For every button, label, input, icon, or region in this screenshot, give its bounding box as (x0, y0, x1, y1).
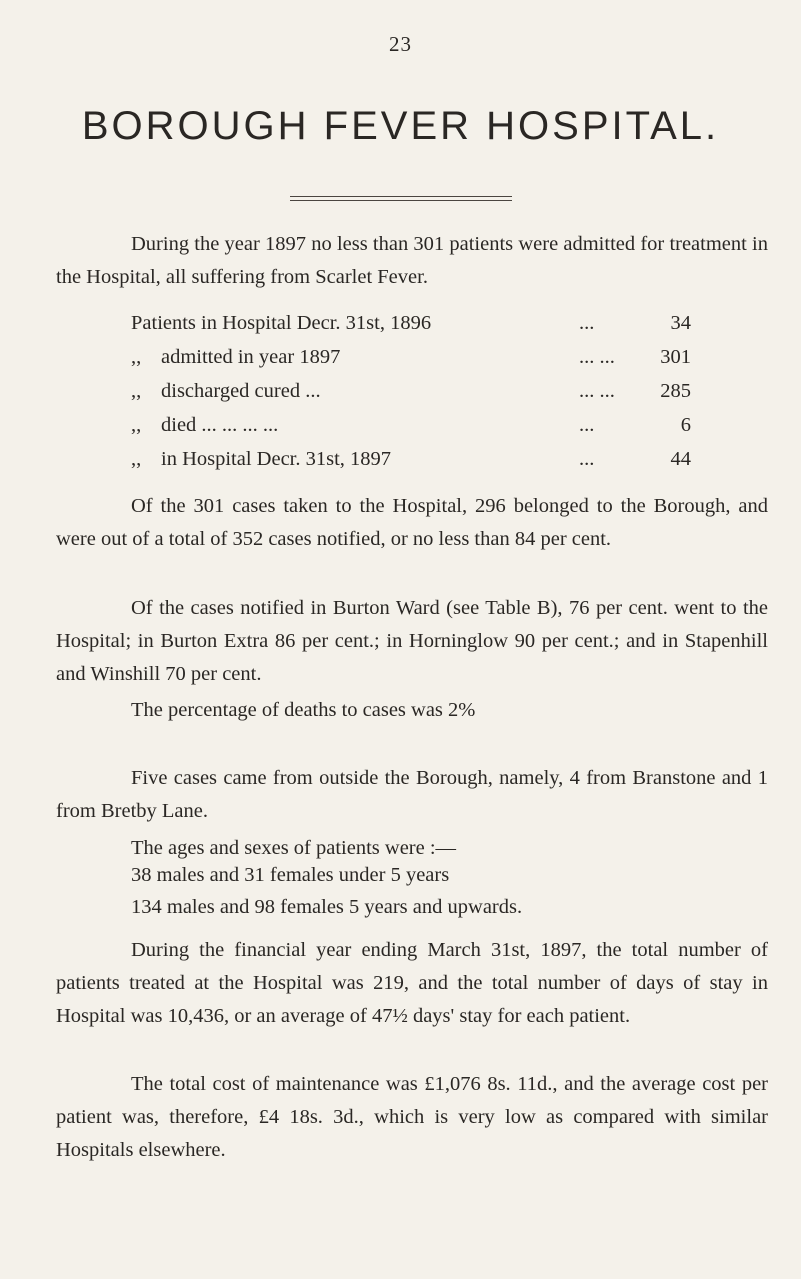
intro-paragraph: During the year 1897 no less than 301 patients were admitted for treatment in the Hospital, all suffering from Scarlet Fever. (56, 233, 768, 288)
death-percentage-paragraph: The percentage of deaths to cases was 2% (131, 699, 476, 721)
stat-row (131, 340, 691, 374)
stat-value: 34 (670, 312, 691, 334)
stat-value: 301 (660, 346, 691, 368)
stat-leader: ... ... (579, 346, 615, 368)
ditto-mark: ,, (131, 346, 142, 368)
stat-label: Patients in Hospital Decr. 31st, 1896 (131, 312, 432, 334)
stat-leader: ... (579, 448, 595, 470)
ditto-mark: ,, (131, 380, 142, 402)
page-title: BOROUGH FEVER HOSPITAL. (81, 104, 720, 148)
stat-label: discharged cured ... (161, 380, 321, 402)
stat-label: in Hospital Decr. 31st, 1897 (161, 448, 392, 470)
financial-year-paragraph: During the financial year ending March 31st, 1897, the total number of patients treated at the Hospital was 219, and the total number of days of stay in Hospital was 10,436, or an average of 47½ days' stay for each patient. (56, 939, 768, 1027)
ditto-mark: ,, (131, 448, 142, 470)
stat-value: 285 (660, 380, 691, 402)
maintenance-cost-paragraph: The total cost of maintenance was £1,076 8s. 11d., and the average cost per patient was, therefore, £4 18s. 3d., which is very low as compared with similar Hospitals elsewhere. (56, 1073, 768, 1161)
ages-five-and-up: 134 males and 98 females 5 years and upwards. (131, 896, 523, 918)
ages-intro: The ages and sexes of patients were :— (131, 837, 457, 859)
stat-leader: ... (579, 414, 595, 436)
ward-percentages-paragraph: Of the cases notified in Burton Ward (see Table B), 76 per cent. went to the Hospital; in Burton Extra 86 per cent.; in Horninglow 90 per cent.; and in Stapenhill and Winshill 70 per cent. (56, 597, 768, 685)
stat-label: admitted in year 1897 (161, 346, 341, 368)
stat-row (131, 408, 691, 442)
patient-statistics (131, 306, 691, 476)
page-number: 23 (389, 32, 412, 56)
ditto-mark: ,, (131, 414, 142, 436)
outside-cases-paragraph: Five cases came from outside the Borough, namely, 4 from Branstone and 1 from Bretby Lane. (56, 767, 768, 822)
stat-leader: ... ... (579, 380, 615, 402)
stat-value: 6 (680, 414, 691, 436)
stat-row (131, 306, 691, 340)
stat-leader: ... (579, 312, 595, 334)
borough-cases-paragraph: Of the 301 cases taken to the Hospital, 296 belonged to the Borough, and were out of a total of 352 cases notified, or no less than 84 per cent. (56, 495, 768, 550)
stat-value: 44 (670, 448, 691, 470)
stat-label: died ... ... ... ... (161, 414, 279, 436)
ages-under-five: 38 males and 31 females under 5 years (131, 864, 450, 886)
stat-row (131, 442, 691, 476)
title-divider (290, 196, 512, 201)
stat-row (131, 374, 691, 408)
